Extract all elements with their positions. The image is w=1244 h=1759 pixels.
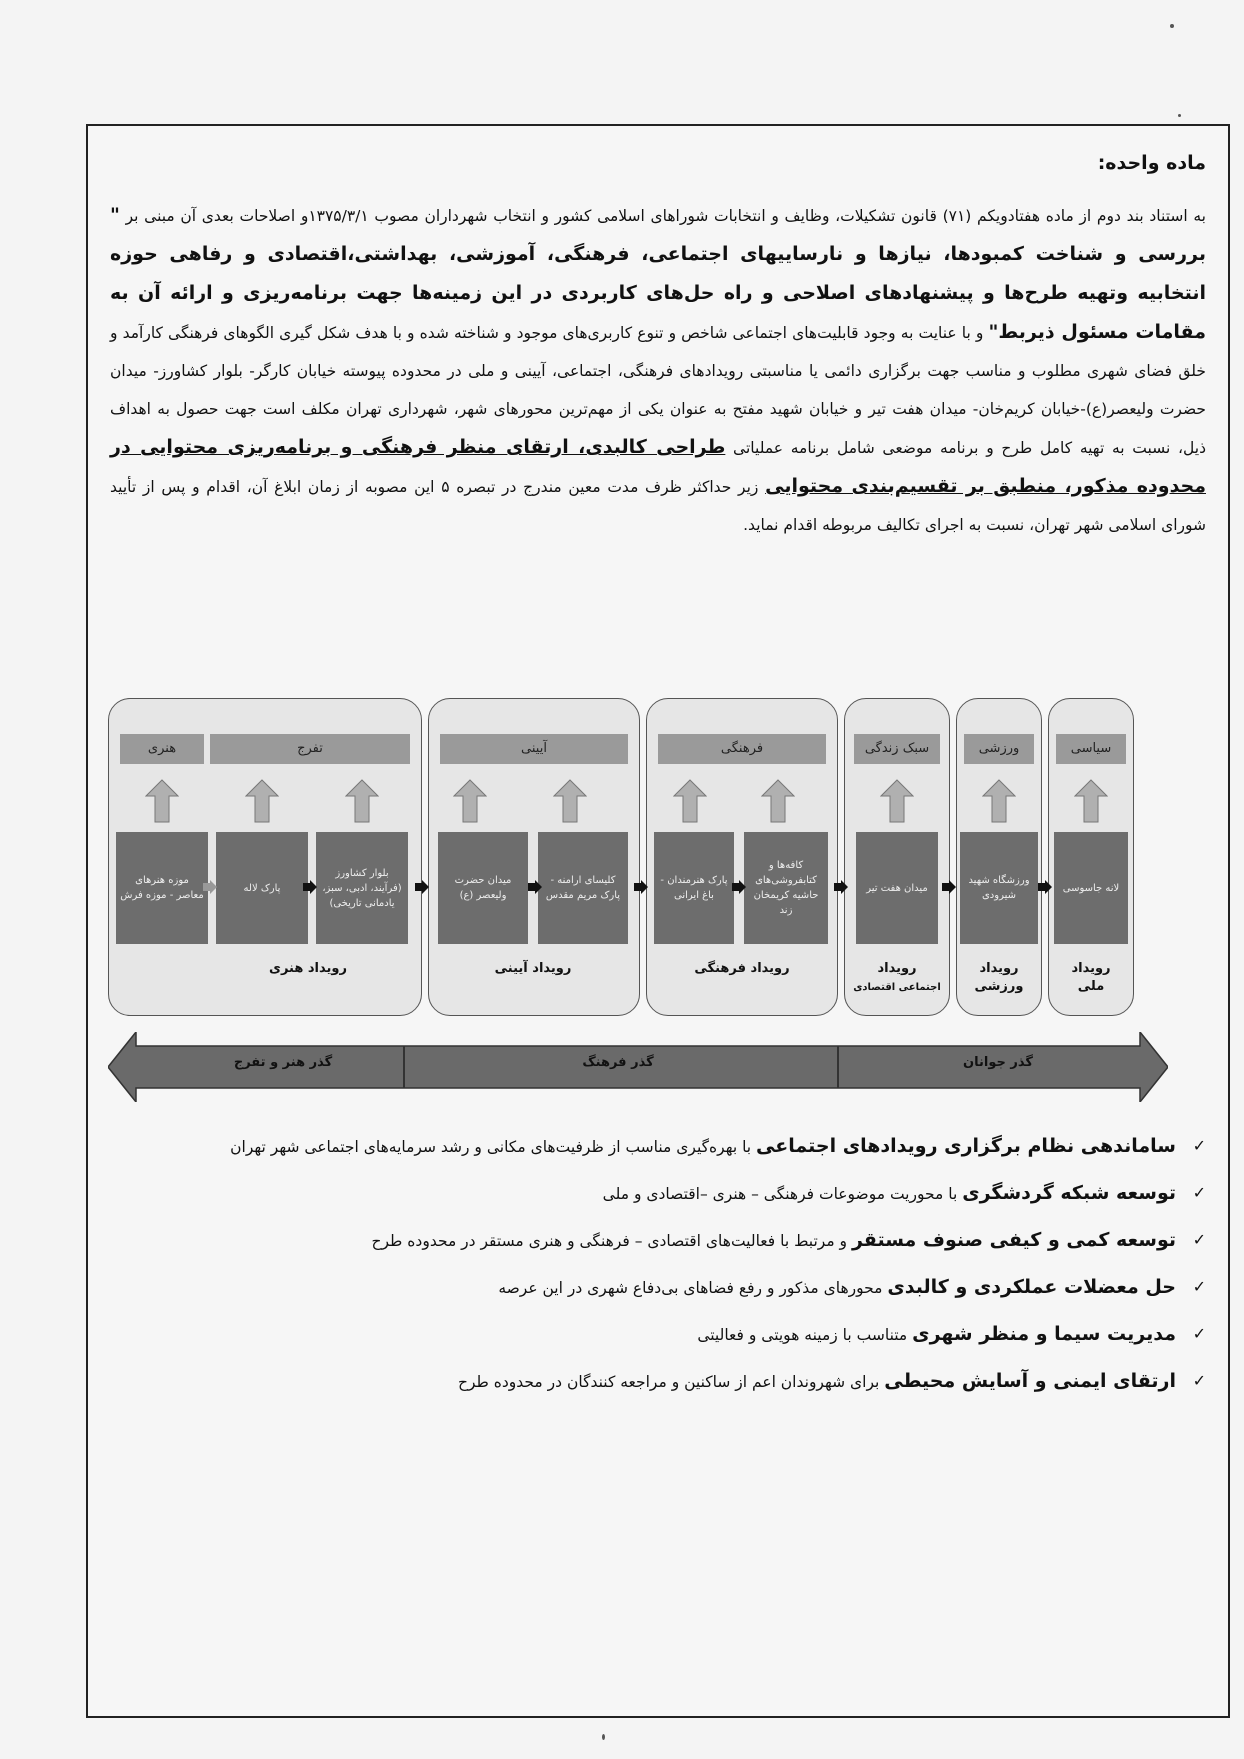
check-icon: ✓ <box>1192 1183 1206 1202</box>
body-text-2: و با عنایت به وجود قابلیت‌های اجتماعی شاخص و تنوع کاربری‌های موجود و شناخته شده و با هدف شکل گیری الگوهای فرهنگی کارآمد و خلق فضای شهری مطلوب و مناسب جهت برگزاری دائمی یا مناسبتی رویدادهای فرهنگی، اجتماعی، آیینی و ملی در محدوده پیوسته خیابان کارگر- بلوار کشاورز- میدان حضرت ولیعصر(ع)-خیابان کریم‌خان- میدان هفت تیر و خیابان شهید مفتح به عنوان یکی از مهم‌ترین محورهای شهر، شهرداری تهران مکلف است جهت حصول به اهداف ذیل، نسبت به تهیه کامل طرح و برنامه موضعی شامل برنامه عملیاتی <box>110 324 1206 457</box>
event-label-cultural: رویداد فرهنگی <box>694 961 790 976</box>
check-icon: ✓ <box>1192 1277 1206 1296</box>
goal-title: توسعه کمی و کیفی صنوف مستقر <box>851 1229 1176 1251</box>
up-arrow-icon <box>982 778 1016 824</box>
arrow-right-icon <box>732 880 746 894</box>
arrow-right-icon <box>303 880 317 894</box>
location-box: کافه‌ها و کتابفروشی‌های حاشیه کریمخان زند <box>744 832 828 944</box>
location-box: پارک هنرمندان - باغ ایرانی <box>654 832 734 944</box>
body-text-3: زیر حداکثر ظرف مدت معین مندرج در تبصره ۵ این مصوبه از زمان ابلاغ آن، اقدام و پس از تأیید شورای اسلامی شهر تهران، نسبت به اجرای تکالیف مربوطه اقدام نماید. <box>110 478 1206 534</box>
event-label-line1: رویداد <box>979 961 1019 976</box>
scan-speck <box>1178 114 1181 117</box>
check-icon: ✓ <box>1192 1324 1206 1343</box>
document-frame <box>86 124 1230 1718</box>
goal-text: با بهره‌گیری مناسب از ظرفیت‌های مکانی و رشد سرمایه‌های اجتماعی شهر تهران <box>230 1138 757 1156</box>
location-box: موزه هنرهای معاصر - موزه فرش <box>116 832 208 944</box>
location-box: پارک لاله <box>216 832 308 944</box>
event-label-sport <box>958 960 1040 996</box>
arrow-right-icon <box>415 880 429 894</box>
category-sport: ورزشی <box>964 734 1034 764</box>
arrow-right-icon <box>942 880 956 894</box>
goal-title: ارتقای ایمنی و آسایش محیطی <box>884 1370 1176 1392</box>
arrow-right-icon <box>203 880 217 894</box>
goal-text: با محوریت موضوعات فرهنگی – هنری –اقتصادی و ملی <box>602 1185 963 1203</box>
scan-speck <box>602 1734 605 1740</box>
category-politics: سیاسی <box>1056 734 1126 764</box>
check-icon: ✓ <box>1192 1230 1206 1249</box>
category-ritual: آیینی <box>440 734 628 764</box>
category-lifestyle: سبک زندگی <box>854 734 940 764</box>
arrow-right-icon <box>1038 880 1052 894</box>
category-art: هنری <box>120 734 204 764</box>
goal-title: حل معضلات عملکردی و کالبدی <box>887 1276 1176 1298</box>
event-label-line1: رویداد <box>877 961 917 976</box>
goal-text: و مرتبط با فعالیت‌های اقتصادی – فرهنگی و هنری مستقر در محدوده طرح <box>371 1232 852 1250</box>
goals-list <box>110 1126 1206 1408</box>
location-box: میدان حضرت ولیعصر (ع) <box>438 832 528 944</box>
list-item <box>110 1173 1206 1214</box>
goal-text: متناسب با زمینه هویتی و فعالیتی <box>697 1326 913 1344</box>
goal-title: ساماندهی نظام برگزاری رویدادهای اجتماعی <box>756 1135 1176 1157</box>
event-label-line2: اجتماعی اقتصادی <box>853 982 941 993</box>
arrow-right-icon <box>834 880 848 894</box>
corridor-label-youth: گذر جوانان <box>963 1055 1033 1070</box>
category-cultural: فرهنگی <box>658 734 826 764</box>
arrow-right-icon <box>634 880 648 894</box>
body-bold-underlined: طراحی کالبدی، ارتقای منظر فرهنگی و برنامه‌ریزی محتوایی در محدوده مذکور، منطبق بر تقسیم‌بندی محتوایی <box>110 436 1206 497</box>
goal-title: توسعه شبکه گردشگری <box>962 1182 1176 1204</box>
article-body <box>110 196 1206 544</box>
arrow-right-icon <box>528 880 542 894</box>
event-label-social <box>850 960 944 997</box>
check-icon: ✓ <box>1192 1136 1206 1155</box>
location-box: ورزشگاه شهید شیرودی <box>960 832 1038 944</box>
event-label-line2: ورزشی <box>974 979 1024 994</box>
list-item <box>110 1220 1206 1261</box>
goal-title: مدیریت سیما و منظر شهری <box>912 1323 1176 1345</box>
up-arrow-icon <box>453 778 487 824</box>
goal-text: برای شهروندان اعم از ساکنین و مراجعه کنندگان در محدوده طرح <box>457 1373 885 1391</box>
scan-speck <box>1170 24 1174 28</box>
events-diagram <box>108 698 1168 1106</box>
up-arrow-icon <box>345 778 379 824</box>
event-label-line1: رویداد <box>1071 961 1111 976</box>
up-arrow-icon <box>880 778 914 824</box>
location-box: بلوار کشاورز (فرآیند، ادبی، سبز، یادمانی تاریخی) <box>316 832 408 944</box>
corridor-label-art: گذر هنر و تفرج <box>233 1055 333 1070</box>
event-label-line2: ملی <box>1077 979 1105 994</box>
event-label-national <box>1050 960 1132 996</box>
corridor-label-culture: گذر فرهنگ <box>582 1055 654 1070</box>
up-arrow-icon <box>673 778 707 824</box>
list-item <box>110 1361 1206 1402</box>
up-arrow-icon <box>553 778 587 824</box>
list-item <box>110 1267 1206 1308</box>
list-item <box>110 1314 1206 1355</box>
up-arrow-icon <box>145 778 179 824</box>
event-label-ritual: رویداد آیینی <box>494 961 572 976</box>
body-text-1: به استناد بند دوم از ماده هفتادویکم (۷۱) قانون تشکیلات، وظایف و انتخابات شوراهای اسلامی کشور و انتخاب شهرداران مصوب ۱۳۷۵/۳/۱و اصلاحات بعدی آن مبنی بر <box>119 207 1206 225</box>
check-icon: ✓ <box>1192 1371 1206 1390</box>
up-arrow-icon <box>761 778 795 824</box>
goal-text: محورهای مذکور و رفع فضاهای بی‌دفاع شهری در این عرصه <box>498 1279 888 1297</box>
event-label-art: رویداد هنری <box>269 961 347 976</box>
category-recreation: تفرج <box>210 734 410 764</box>
location-box: میدان هفت تیر <box>856 832 938 944</box>
location-box: لانه جاسوسی <box>1054 832 1128 944</box>
body-bold-1: " بررسی و شناخت کمبودها، نیازها و نارساییهای اجتماعی، فرهنگی، آموزشی، بهداشتی،اقتصادی و رفاهی حوزه انتخابیه وتهیه طرح‌ها و پیشنهادهای اصلاحی و راه حل‌های کاربردی در این زمینه‌ها جهت برنامه‌ریزی و ارائه آن به مقامات مسئول ذیربط" <box>110 204 1206 343</box>
location-box: کلیسای ارامنه - پارک مریم مقدس <box>538 832 628 944</box>
list-item <box>110 1126 1206 1167</box>
up-arrow-icon <box>1074 778 1108 824</box>
up-arrow-icon <box>245 778 279 824</box>
article-heading: ماده واحده: <box>1097 152 1206 174</box>
